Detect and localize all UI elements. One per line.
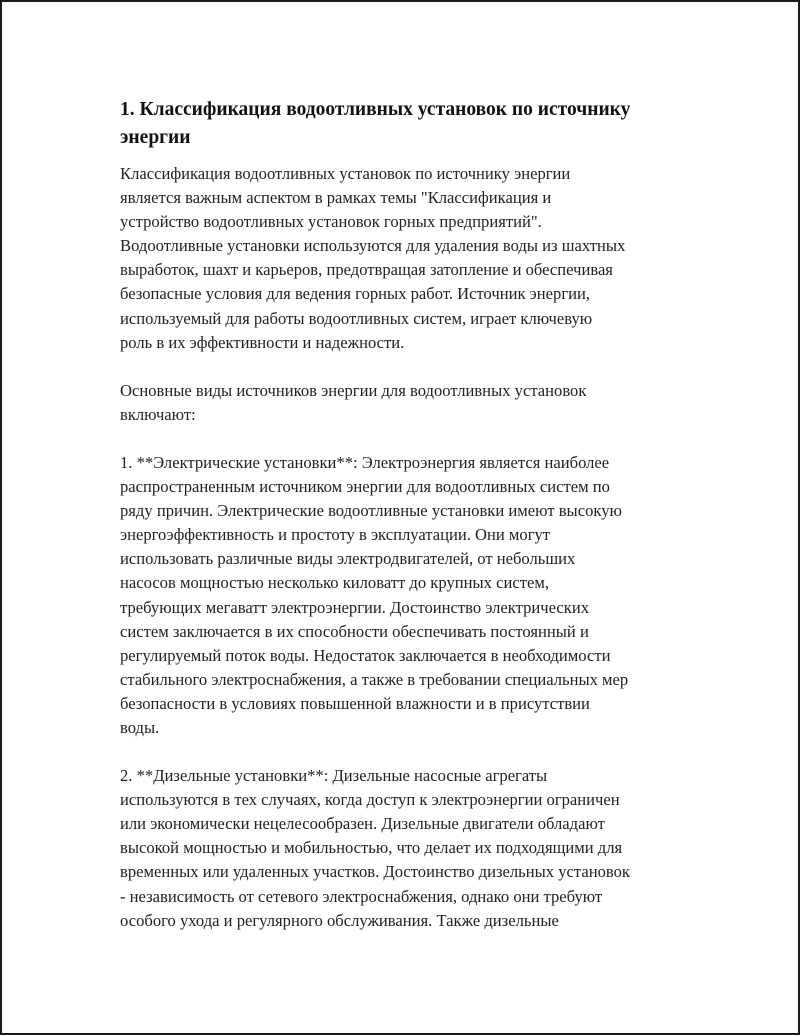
spacer bbox=[120, 355, 692, 379]
text-line: регулируемый поток воды. Недостаток заключается в необходимости bbox=[120, 645, 611, 665]
text-line: 2. **Дизельные установки**: Дизельные насосные агрегаты bbox=[120, 766, 548, 786]
text-line: насосов мощностью несколько киловатт до крупных систем, bbox=[120, 573, 549, 593]
electric-installations-paragraph bbox=[120, 451, 692, 740]
text-line: безопасности в условиях повышенной влажности и в присутствии bbox=[120, 693, 590, 713]
text-line: является важным аспектом в рамках темы "Классификация и bbox=[120, 188, 552, 208]
heading-line: энергии bbox=[120, 127, 191, 148]
text-line: роль в их эффективности и надежности. bbox=[120, 332, 405, 352]
spacer bbox=[120, 740, 692, 764]
text-line: Классификация водоотливных установок по источнику энергии bbox=[120, 164, 571, 183]
text-line: ряду причин. Электрические водоотливные установки имеют высокую bbox=[120, 501, 622, 521]
text-line: - независимость от сетевого электроснабжения, однако они требуют bbox=[120, 886, 603, 906]
types-intro-paragraph bbox=[120, 379, 692, 427]
document-body bbox=[120, 96, 692, 933]
text-line: энергоэффективность и простоту в эксплуатации. Они могут bbox=[120, 525, 551, 545]
text-line: распространенным источником энергии для водоотливных систем по bbox=[120, 477, 610, 497]
text-line: устройство водоотливных установок горных предприятий". bbox=[120, 212, 542, 232]
text-line: Водоотливные установки используются для удаления воды из шахтных bbox=[120, 236, 626, 256]
text-line: включают: bbox=[120, 404, 196, 424]
text-line: безопасные условия для ведения горных работ. Источник энергии, bbox=[120, 284, 591, 304]
text-line: требующих мегаватт электроэнергии. Достоинство электрических bbox=[120, 597, 589, 617]
text-line: воды. bbox=[120, 717, 160, 737]
section-heading bbox=[120, 96, 692, 152]
text-line: систем заключается в их способности обеспечивать постоянный и bbox=[120, 621, 589, 641]
intro-paragraph bbox=[120, 162, 692, 355]
text-line: стабильного электроснабжения, а также в требовании специальных мер bbox=[120, 669, 629, 689]
text-line: используемый для работы водоотливных систем, играет ключевую bbox=[120, 308, 593, 328]
text-line: высокой мощностью и мобильностью, что делает их подходящими для bbox=[120, 838, 623, 858]
text-line: используются в тех случаях, когда доступ к электроэнергии ограничен bbox=[120, 790, 620, 810]
text-line: временных или удаленных участков. Достоинство дизельных установок bbox=[120, 862, 630, 882]
spacer bbox=[120, 427, 692, 451]
text-line: выработок, шахт и карьеров, предотвращая затопление и обеспечивая bbox=[120, 260, 613, 280]
text-line: Основные виды источников энергии для водоотливных установок bbox=[120, 380, 587, 400]
heading-line: 1. Классификация водоотливных установок по источнику bbox=[120, 99, 631, 120]
text-line: 1. **Электрические установки**: Электроэнергия является наиболее bbox=[120, 452, 610, 472]
text-line: использовать различные виды электродвигателей, от небольших bbox=[120, 549, 576, 569]
text-line: особого ухода и регулярного обслуживания. Также дизельные bbox=[120, 910, 559, 930]
text-line: или экономически нецелесообразен. Дизельные двигатели обладают bbox=[120, 814, 605, 834]
spacer bbox=[120, 152, 692, 162]
diesel-installations-paragraph bbox=[120, 764, 692, 933]
